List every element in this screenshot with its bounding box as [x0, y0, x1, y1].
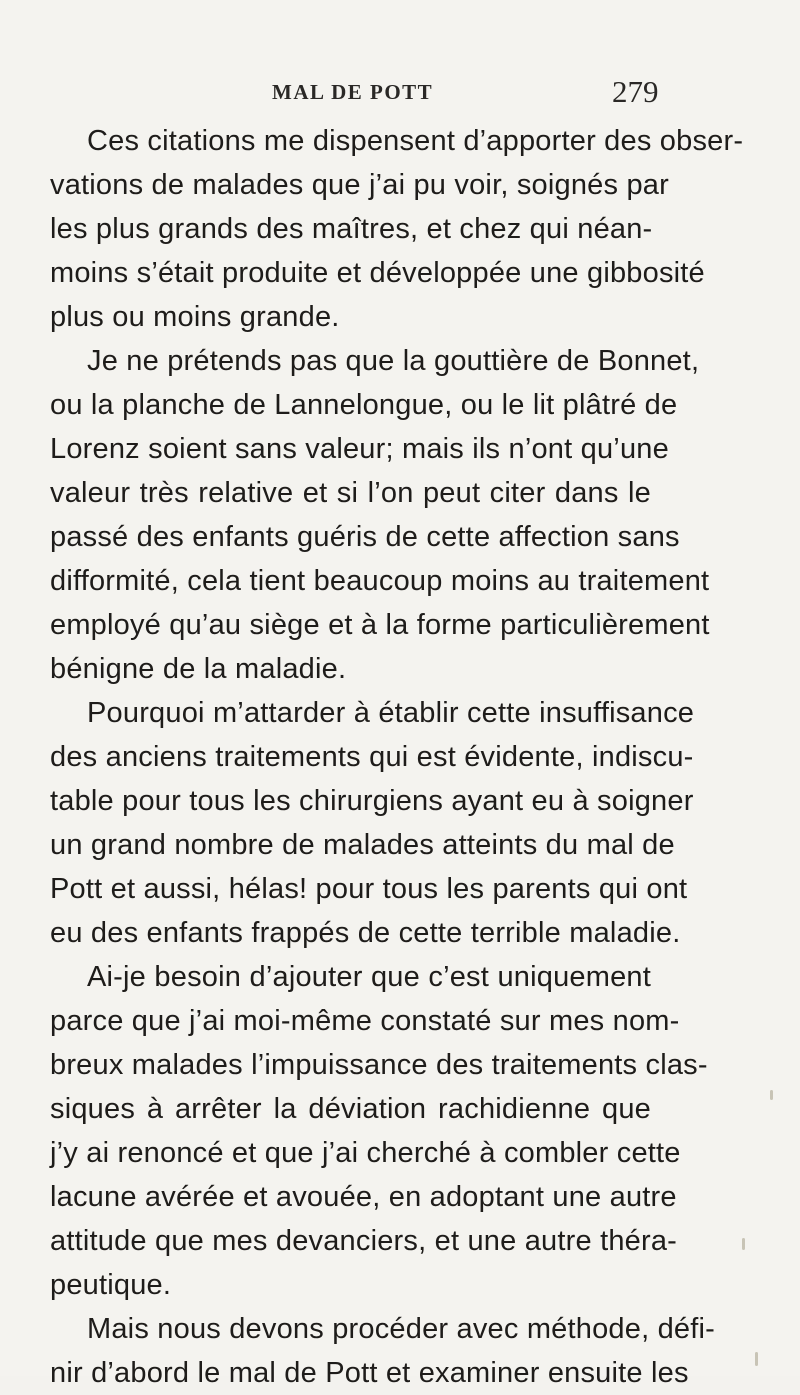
text-line: breux malades l’impuissance des traitements clas- — [50, 1049, 708, 1081]
page-header — [0, 70, 800, 110]
text-line: eu des enfants frappés de cette terrible maladie. — [50, 917, 681, 949]
text-line: Pott et aussi, hélas! pour tous les parents qui ont — [50, 873, 688, 905]
text-line: parce que j’ai moi-même constaté sur mes nom- — [50, 1005, 680, 1037]
page-number: 279 — [612, 74, 659, 109]
text-line: plus ou moins grande. — [50, 301, 340, 333]
scan-mark — [742, 1238, 745, 1250]
text-line: Ai-je besoin d’ajouter que c’est uniquement — [87, 961, 651, 993]
text-line: moins s’était produite et développée une gibbosité — [50, 257, 705, 289]
text-line: employé qu’au siège et à la forme particulièrement — [50, 609, 710, 641]
scan-mark — [755, 1352, 758, 1366]
text-line: siques à arrêter la déviation rachidienne que — [50, 1093, 651, 1125]
scan-mark — [770, 1090, 773, 1100]
text-line: peutique. — [50, 1269, 172, 1301]
text-line: un grand nombre de malades atteints du mal de — [50, 829, 675, 861]
text-line: bénigne de la maladie. — [50, 653, 347, 685]
text-line: nir d’abord le mal de Pott et examiner ensuite les — [50, 1357, 689, 1389]
text-line: attitude que mes devanciers, et une autre théra- — [50, 1225, 678, 1257]
text-line: valeur très relative et si l’on peut citer dans le — [50, 477, 651, 509]
text-line: des anciens traitements qui est évidente, indiscu- — [50, 741, 694, 773]
text-line: vations de malades que j’ai pu voir, soignés par — [50, 169, 669, 201]
text-line: Pourquoi m’attarder à établir cette insuffisance — [87, 697, 695, 729]
text-line: Lorenz soient sans valeur; mais ils n’ont qu’une — [50, 433, 669, 465]
running-title: MAL DE POTT — [272, 80, 434, 104]
text-line: Je ne prétends pas que la gouttière de Bonnet, — [87, 345, 700, 377]
text-line: j’y ai renoncé et que j’ai cherché à combler cette — [50, 1137, 681, 1169]
text-line: Mais nous devons procéder avec méthode, défi- — [87, 1313, 716, 1345]
text-line: les plus grands des maîtres, et chez qui néan- — [50, 213, 653, 245]
text-line: passé des enfants guéris de cette affection sans — [50, 521, 680, 553]
text-line: table pour tous les chirurgiens ayant eu à soigner — [50, 785, 694, 817]
text-line: Ces citations me dispensent d’apporter des obser- — [87, 125, 744, 157]
text-line: difformité, cela tient beaucoup moins au traitement — [50, 565, 710, 597]
text-line: ou la planche de Lannelongue, ou le lit plâtré de — [50, 389, 678, 421]
text-line: lacune avérée et avouée, en adoptant une autre — [50, 1181, 677, 1213]
